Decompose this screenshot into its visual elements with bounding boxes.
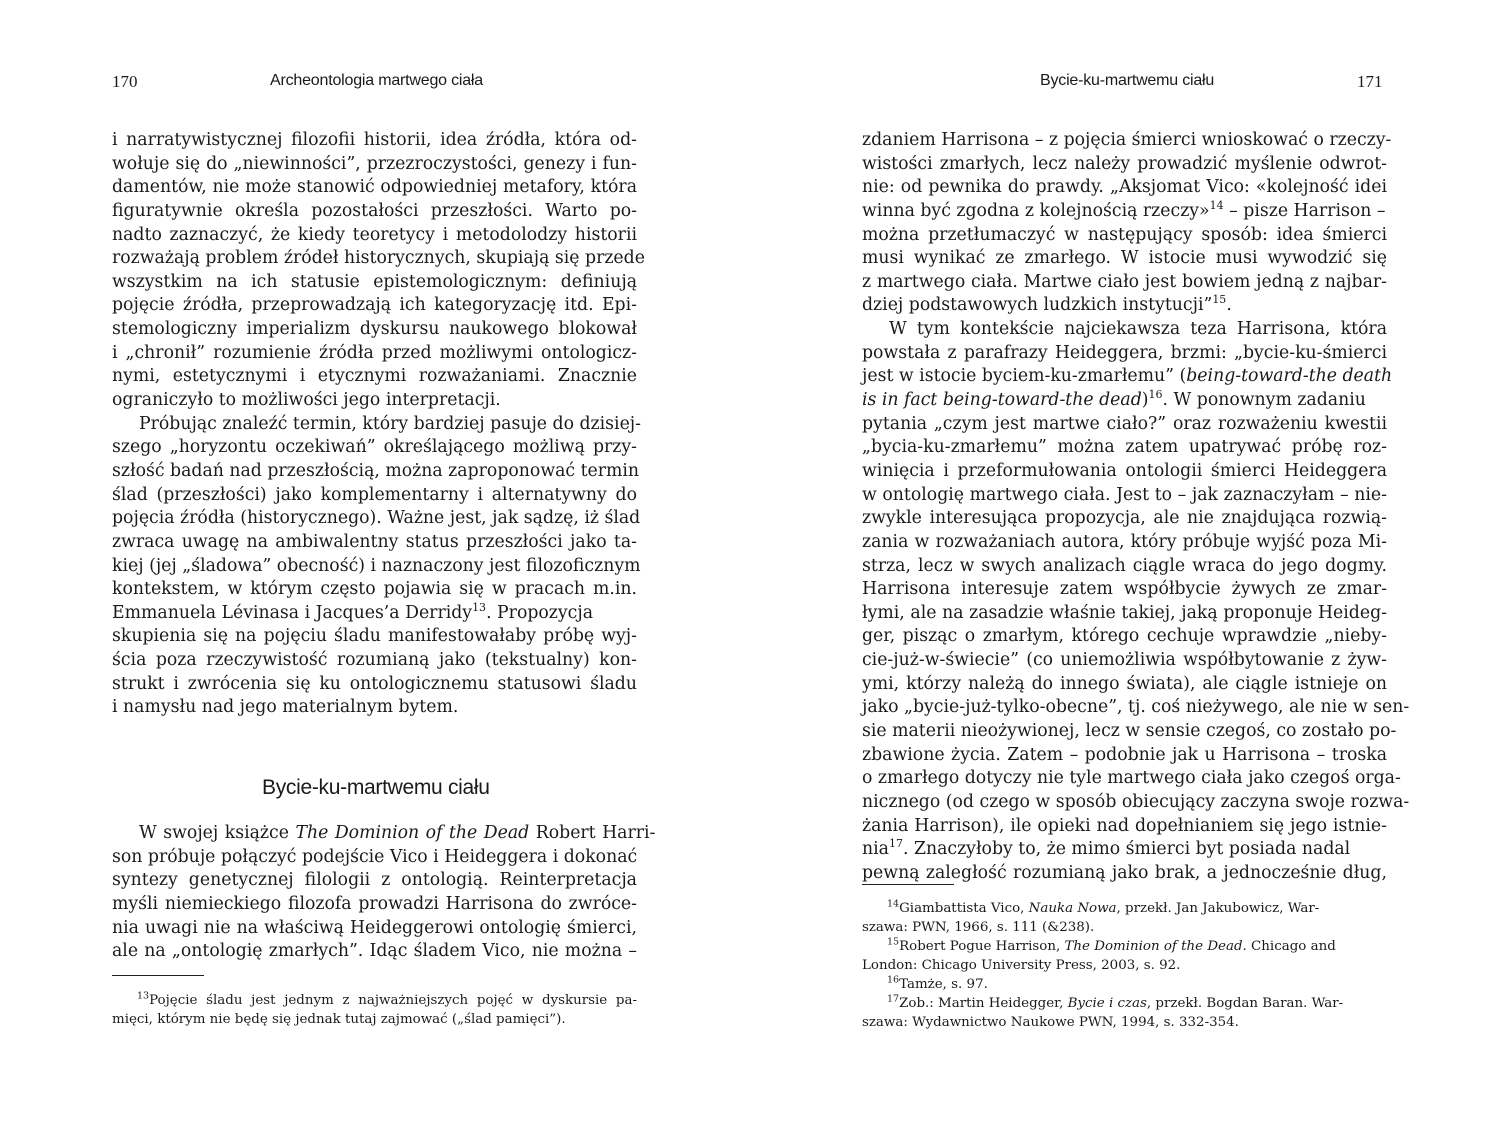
text-line: musi wynikać ze zmarłego. W istocie musi wywodzić się [862,248,1387,269]
text-segment: . Propozycja [486,602,594,623]
footnote-ref-15[interactable]: 15 [1212,293,1227,307]
footnote-line: mięci, którym nie będę się jednak tutaj zajmować („ślad pamięci”). [112,1012,566,1027]
footnote-text: Tamże, s. 97. [899,977,988,992]
text-line: szłość badań nad przeszłością, można zaproponować termin [112,460,640,481]
body-text [862,129,1410,886]
text-line: można przetłumaczyć w następujący sposób: idea śmierci [862,224,1387,245]
text-line: kiej (jej „śladowa” obecność) i naznaczony jest filozoficznym [112,555,641,576]
footnote-line: szawa: Wydawnictwo Naukowe PWN, 1994, s. 332-354. [862,1015,1239,1030]
text-segment: winna być zgodna z kolejnością rzeczy» [862,200,1210,221]
section-heading: Bycie-ku-martwemu ciału [262,776,490,799]
text-line: Próbując znaleźć termin, który bardziej pasuje do dzisiej- [139,413,642,434]
text-line: son próbuje połączyć podejście Vico i Heideggera i dokonać [112,846,638,867]
footnote-ref-16[interactable]: 16 [1148,388,1163,402]
text-line: zdaniem Harrisona – z pojęcia śmierci wnioskować o rzeczy- [862,130,1392,150]
text-line: żania Harrison), ile opieki nad dopełnianiem się jego istnie- [862,815,1387,836]
footnote-text: . Chicago and [1242,939,1336,954]
footnote-text: Robert Pogue Harrison, [899,939,1065,954]
page-number: 170 [112,72,138,91]
text-line: i namysłu nad jego materialnym bytem. [112,697,459,718]
text-line [862,838,1387,862]
footnote-text: Pojęcie śladu jest jednym z najważniejszych pojęć w dyskursie pa- [149,993,637,1008]
text-line: z martwego ciała. Martwe ciało jest bowiem jedną z najbar- [862,271,1387,292]
text-line: strza, lecz w swych analizach ciągle wraca do jego dogmy. [862,555,1387,576]
footnote-14 [862,899,1387,918]
footnote-title: The Dominion of the Dead [1064,939,1243,954]
footnote-line: London: Chicago University Press, 2003, s. 92. [862,958,1181,973]
text-line: jako „bycie-już-tylko-obecne”, tj. coś nieżywego, ale nie w sen- [862,697,1410,718]
text-line: myśli niemieckiego filozofa prowadzi Harrisona do zwróce- [112,893,637,914]
text-line [862,389,1387,413]
page-number: 171 [1357,72,1383,91]
text-line: pojęcia źródła (historycznego). Ważne jest, jak sądzę, iż ślad [112,508,641,529]
footnote-ref-17[interactable]: 17 [888,837,903,851]
footnote-text: Giambattista Vico, [899,901,1029,916]
text-line: ale na „ontologię zmarłych”. Idąc śladem Vico, nie można – [112,941,637,962]
footnote-text: , przekł. Jan Jakubowicz, War- [1116,901,1320,916]
body-text-section [112,822,656,964]
body-text [112,129,645,720]
text-line: figuratywnie określa pozostałości przeszłości. Warto po- [112,200,637,221]
text-line: nadto zaznaczyć, że kiedy teoretycy i metodolodzy historii [112,224,637,245]
right-page [750,0,1500,1140]
text-line: skupienia się na pojęciu śladu manifestowałaby próbę wyj- [112,626,637,647]
text-line: ger, pisząc o zmarłym, którego cechuje wprawdzie „nieby- [862,626,1387,647]
text-line: wistości zmarłych, lecz należy prowadzić myślenie odwrot- [862,153,1387,174]
text-line: pewną zaległość rozumianą jako brak, a jednocześnie dług, [862,862,1387,883]
footnotes [862,899,1387,1032]
footnote-separator [862,884,954,885]
footnote-17 [862,994,1387,1013]
text-line: zania w rozważaniach autora, który próbuje wyjść poza Mi- [862,531,1387,552]
text-line: sie materii nieożywionej, lecz w sensie czegoś, co zostało po- [862,721,1397,742]
text-segment: W swojej książce [139,823,296,843]
text-line: damentów, nie może stanowić odpowiedniej metafory, która [112,177,637,198]
text-line: łymi, ale na zasadzie właśnie takiej, jaką proponuje Heideg- [862,602,1387,623]
text-line: nia uwagi nie na właściwą Heideggerowi ontologię śmierci, [112,917,637,938]
text-line: rozważają problem źródeł historycznych, skupiają się przede [112,248,645,269]
text-segment: nia [862,839,889,860]
text-line: pojęcie źródła, przeprowadzają ich kategoryzację itd. Epi- [112,295,637,316]
text-line: i „chronił” rozumienie źródła przed możliwymi ontologicz- [112,342,637,363]
footnote-number: 13 [137,990,150,1002]
italic-phrase: is in fact being-toward-the dead [862,390,1142,411]
text-line: nymi, estetycznymi i etycznymi rozważaniami. Znacznie [112,366,637,387]
text-line: winięcia i przeformułowania ontologii śmierci Heideggera [862,460,1387,481]
text-line: „bycia-ku-zmarłemu” można zatem upatrywać próbę roz- [862,437,1387,458]
text-line: nie: od pewnika do prawdy. „Aksjomat Vico: «kolejność idei [862,177,1387,198]
running-head: Archeontologia martwego ciała [270,72,483,89]
footnote-number: 17 [887,993,900,1005]
text-line: syntezy genetycznej filologii z ontologią. Reinterpretacja [112,870,637,891]
footnote-number: 15 [887,936,900,948]
text-segment: jest w istocie byciem-ku-zmarłemu” ( [862,366,1187,387]
text-line: szego „horyzontu oczekiwań” określającego możliwą przy- [112,437,637,458]
text-line [112,602,637,626]
text-line: ograniczyło to możliwości jego interpretacji. [112,390,501,411]
text-line: kontekstem, w którym często pojawia się w pracach m.in. [112,579,637,600]
footnote-number: 14 [887,898,900,910]
text-segment: . W ponownym zadaniu [1162,390,1366,411]
text-line [112,822,656,846]
text-line [862,365,1393,389]
footnote-number: 16 [887,974,900,986]
text-line: i narratywistycznej filozofii historii, idea źródła, która od- [112,130,637,150]
text-line: ślad (przeszłości) jako komplementarny i alternatywny do [112,484,637,505]
footnote-16 [862,975,1387,994]
text-segment: ) [1141,390,1149,411]
text-line: o zmarłego dotyczy nie tyle martwego ciała jako czegoś orga- [862,768,1401,789]
text-line: W tym kontekście najciekawsza teza Harrisona, która [889,319,1387,340]
text-line: powstała z parafrazy Heideggera, brzmi: „bycie-ku-śmierci [862,342,1387,363]
text-segment: Emmanuela Lévinasa i Jacques’a Derridy [112,602,473,623]
text-segment: . [1226,295,1232,316]
text-line: wszystkim na ich statusie epistemologicznym: definiują [112,271,637,292]
text-line: stemologiczny imperializm dyskursu naukowego blokował [112,319,637,340]
footnotes [112,991,637,1029]
text-line: Harrisona interesuje zatem współbycie żywych ze zmar- [862,579,1387,600]
text-line: zbawione życia. Zatem – podobnie jak u Harrisona – troska [862,744,1387,765]
text-segment: Robert Harri- [529,823,656,843]
text-line: ymi, którzy należą do innego świata), ale ciągle istnieje on [862,673,1387,694]
footnote-title: Bycie i czas [1067,996,1147,1011]
footnote-text: , przekł. Bogdan Baran. War- [1146,996,1344,1011]
text-line: strukt i zwrócenia się ku ontologicznemu statusowi śladu [112,673,637,694]
text-line: cie-już-w-świecie” (co uniemożliwia współbytowanie z żyw- [862,650,1387,671]
text-segment: . Znaczyłoby to, że mimo śmierci byt posiada nadal [902,839,1351,860]
text-line: pytania „czym jest martwe ciało?” oraz rozważeniu kwestii [862,413,1387,434]
footnote-ref-14[interactable]: 14 [1209,199,1224,213]
text-line [862,200,1387,224]
text-line: w ontologię martwego ciała. Jest to – jak zaznaczyłam – nie- [862,484,1387,505]
footnote-15 [862,937,1387,956]
footnote-13 [112,991,637,1010]
footnote-ref-13[interactable]: 13 [472,601,487,615]
footnote-title: Nauka Nowa [1028,901,1117,916]
text-line: wołuje się do „niewinności”, przezroczystości, genezy i fun- [112,153,637,174]
footnote-text: Zob.: Martin Heidegger, [899,996,1068,1011]
text-segment: – pisze Harrison – [1223,200,1386,221]
text-line: zwraca uwagę na ambiwalentny status przeszłości jako ta- [112,531,637,552]
text-line: ścia poza rzeczywistość rozumianą jako (tekstualny) kon- [112,650,637,671]
text-segment: dziej podstawowych ludzkich instytucji” [862,295,1213,316]
book-title: The Dominion of the Dead [295,823,530,843]
text-line: nicznego (od czego w sposób obiecujący zaczyna swoje rozwa- [862,791,1410,812]
footnote-separator [112,975,204,976]
text-line: zwykle interesująca propozycja, ale nie znajdująca rozwią- [862,508,1387,529]
footnote-line: szawa: PWN, 1966, s. 111 (&238). [862,920,1095,935]
running-head: Bycie-ku-martwemu ciału [1040,72,1215,89]
italic-phrase: being-toward-the death [1186,366,1393,387]
text-line [862,294,1387,318]
